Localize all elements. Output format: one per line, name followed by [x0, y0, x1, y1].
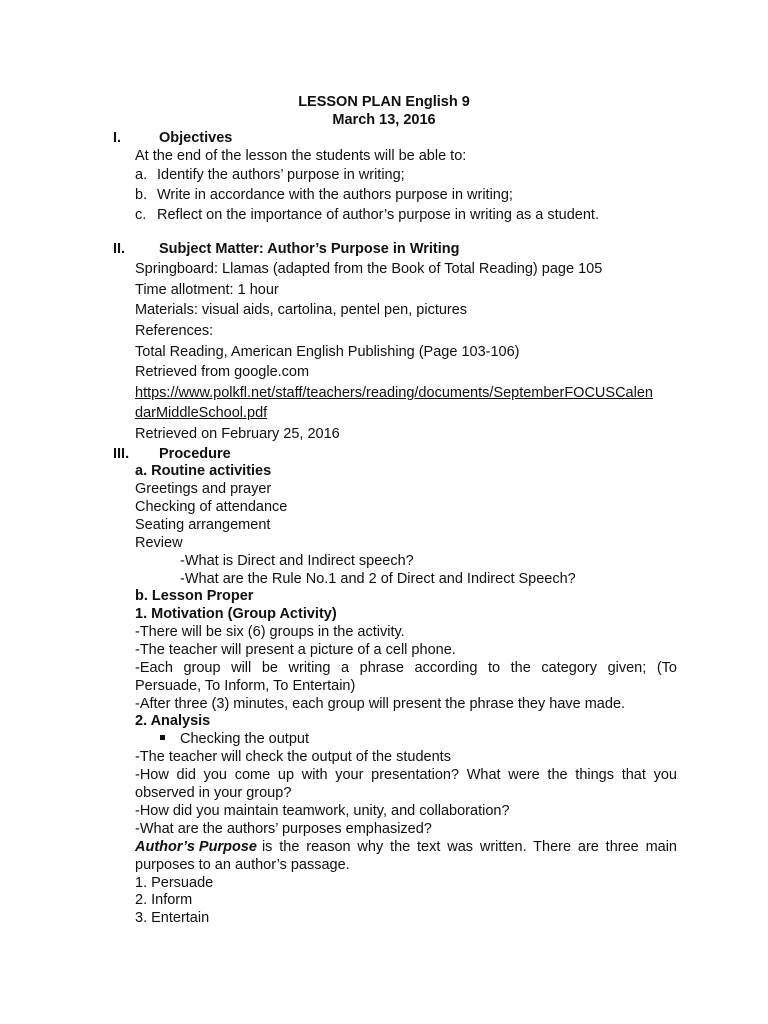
bullet-icon [160, 735, 165, 740]
routine-activities-heading: a. Routine activities [135, 463, 272, 479]
section-1-heading: Objectives [159, 130, 233, 146]
motivation-heading: 1. Motivation (Group Activity) [135, 606, 337, 622]
springboard-line: Springboard: Llamas (adapted from the Book of Total Reading) page 105 [135, 261, 603, 277]
motivation-line-4: -After three (3) minutes, each group will present the phrase they have made. [135, 696, 626, 712]
reference-total-reading: Total Reading, American English Publishing (Page 103-106) [135, 344, 520, 360]
routine-item-attendance: Checking of attendance [135, 499, 288, 515]
objective-marker-a: a. [135, 167, 148, 183]
objective-b: Write in accordance with the authors purpose in writing; [157, 187, 513, 203]
purpose-item-inform: 2. Inform [135, 892, 193, 908]
authors-purpose-text: is the reason why the text was written. There are three main [261, 839, 677, 855]
analysis-bullet-item: Checking the output [180, 731, 309, 747]
section-3-heading: Procedure [159, 446, 231, 462]
analysis-line-2: -How did you come up with your presentation? What were the things that you [135, 767, 677, 783]
lesson-proper-heading: b. Lesson Proper [135, 588, 254, 604]
document-title: LESSON PLAN English 9 [298, 94, 470, 110]
purpose-item-persuade: 1. Persuade [135, 875, 214, 891]
review-question-1: -What is Direct and Indirect speech? [180, 553, 414, 569]
retrieved-date-line: Retrieved on February 25, 2016 [135, 426, 340, 442]
objective-c: Reflect on the importance of author’s purpose in writing as a student. [157, 207, 599, 223]
objectives-intro: At the end of the lesson the students will be able to: [135, 148, 467, 164]
authors-purpose-text-cont: purposes to an author’s passage. [135, 857, 350, 873]
authors-purpose-definition [135, 838, 677, 856]
reference-url-line-2[interactable]: darMiddleSchool.pdf [135, 405, 268, 421]
reference-url-line-1[interactable]: https://www.polkfl.net/staff/teachers/reading/documents/SeptemberFOCUSCalen [135, 385, 653, 401]
motivation-line-2: -The teacher will present a picture of a cell phone. [135, 642, 456, 658]
motivation-line-3-cont: Persuade, To Inform, To Entertain) [135, 678, 356, 694]
analysis-line-1: -The teacher will check the output of the students [135, 749, 451, 765]
time-allotment-line: Time allotment: 1 hour [135, 282, 279, 298]
objective-a: Identify the authors’ purpose in writing; [157, 167, 405, 183]
section-1-number: I. [113, 130, 122, 146]
motivation-line-3: -Each group will be writing a phrase according to the category given; (To [135, 660, 677, 676]
analysis-heading: 2. Analysis [135, 713, 211, 729]
objective-marker-b: b. [135, 187, 148, 203]
routine-item-seating: Seating arrangement [135, 517, 271, 533]
routine-item-greetings: Greetings and prayer [135, 481, 272, 497]
reference-google: Retrieved from google.com [135, 364, 310, 380]
analysis-line-2-cont: observed in your group? [135, 785, 292, 801]
authors-purpose-term: Author’s Purpose [135, 839, 257, 855]
references-label: References: [135, 323, 214, 339]
review-question-2: -What are the Rule No.1 and 2 of Direct and Indirect Speech? [180, 571, 576, 587]
motivation-line-1: -There will be six (6) groups in the activity. [135, 624, 405, 640]
purpose-item-entertain: 3. Entertain [135, 910, 210, 926]
document-date: March 13, 2016 [332, 112, 436, 128]
section-2-number: II. [113, 241, 126, 257]
section-3-number: III. [113, 446, 130, 462]
section-2-heading: Subject Matter: Author’s Purpose in Writing [159, 241, 460, 257]
analysis-line-3: -How did you maintain teamwork, unity, and collaboration? [135, 803, 510, 819]
analysis-line-4: -What are the authors’ purposes emphasized? [135, 821, 432, 837]
objective-marker-c: c. [135, 207, 147, 223]
routine-item-review: Review [135, 535, 183, 551]
materials-line: Materials: visual aids, cartolina, pentel pen, pictures [135, 302, 468, 318]
